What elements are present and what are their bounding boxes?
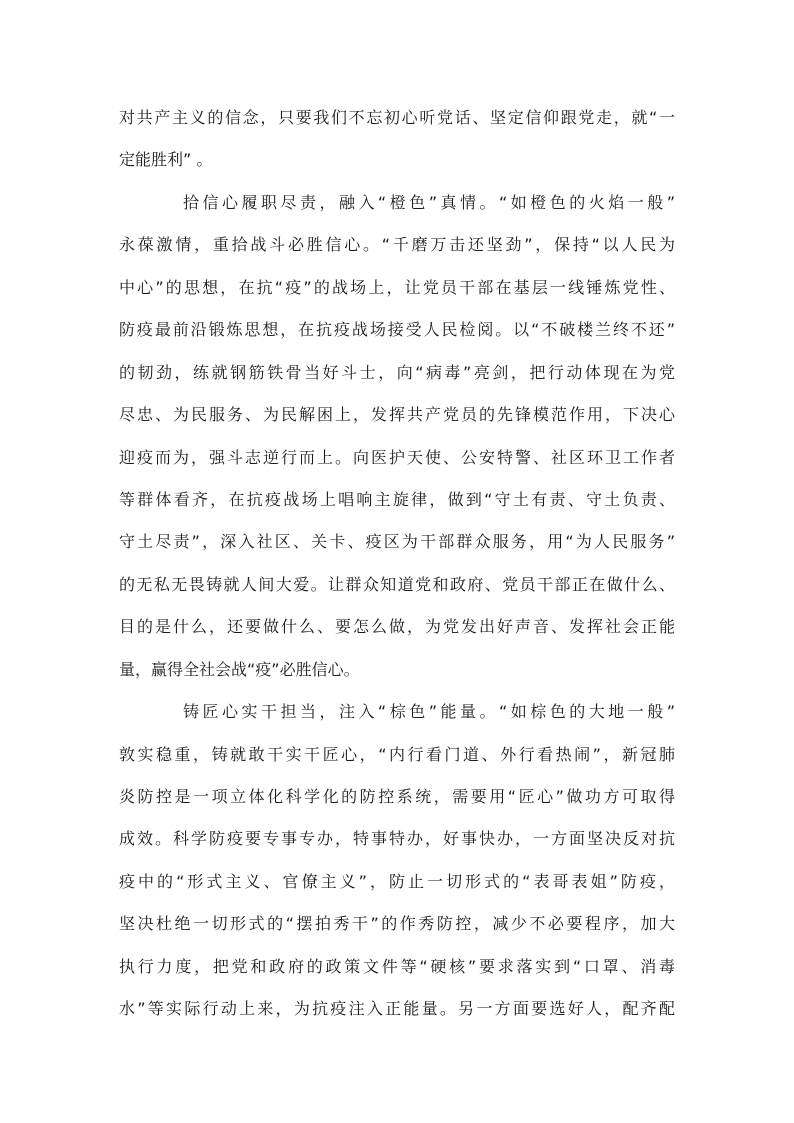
text-line: 敦实稳重，铸就敢干实干匠心，“内行看门道、外行看热闹”，新冠肺: [119, 744, 675, 764]
text-line: 中心”的思想，在抗“疫”的战场上，让党员干部在基层一线锤炼党性、: [119, 277, 675, 297]
paragraph-3: [119, 695, 675, 1035]
document-body: [119, 101, 675, 1035]
paragraph-2: [119, 186, 675, 695]
text-line: 迎疫而为，强斗志逆行而上。向医护天使、公安特警、社区环卫工作者: [119, 447, 675, 467]
text-line: 执行力度，把党和政府的政策文件等“硬核”要求落实到“口罩、消毒: [119, 956, 675, 976]
text-line: 坚决杜绝一切形式的“摆拍秀干”的作秀防控，减少不必要程序，加大: [119, 914, 675, 934]
text-line: 拾信心履职尽责，融入“橙色”真情。“如橙色的火焰一般”: [183, 192, 675, 212]
text-line: 炎防控是一项立体化科学化的防控系统，需要用“匠心”做功方可取得: [119, 787, 675, 806]
text-line: 量，赢得全社会战“疫”必胜信心。: [119, 659, 360, 679]
text-line: 对共产主义的信念，只要我们不忘初心听党话、坚定信仰跟党走，就“一: [119, 108, 675, 127]
text-line: 铸匠心实干担当，注入“棕色”能量。“如棕色的大地一般”: [183, 702, 675, 722]
text-line: 等群体看齐，在抗疫战场上唱响主旋律，做到“守土有责、守土负责、: [119, 489, 675, 509]
text-line: 目的是什么，还要做什么、要怎么做，为党发出好声音、发挥社会正能: [119, 617, 675, 637]
text-line: 定能胜利” 。: [119, 150, 213, 170]
text-line: 疫中的“形式主义、官僚主义”，防止一切形式的“表哥表姐”防疫，: [119, 871, 675, 891]
text-line: 成效。科学防疫要专事专办，特事特办，好事快办，一方面坚决反对抗: [119, 829, 675, 849]
paragraph-1: [119, 101, 675, 186]
text-line: 的无私无畏铸就人间大爱。让群众知道党和政府、党员干部正在做什么、: [119, 574, 675, 594]
text-line: 尽忠、为民服务、为民解困上，发挥共产党员的先锋模范作用，下决心: [119, 405, 675, 425]
text-line: 水”等实际行动上来，为抗疫注入正能量。另一方面要选好人，配齐配: [119, 999, 675, 1019]
text-line: 的韧劲，练就钢筋铁骨当好斗士，向“病毒”亮剑，把行动体现在为党: [119, 362, 675, 382]
text-line: 守土尽责”，深入社区、关卡、疫区为干部群众服务，用“为人民服务”: [119, 532, 675, 552]
text-line: 永葆激情，重拾战斗必胜信心。“千磨万击还坚劲”，保持“以人民为: [119, 235, 675, 255]
text-line: 防疫最前沿锻炼思想，在抗疫战场接受人民检阅。以“不破楼兰终不还”: [119, 320, 675, 340]
